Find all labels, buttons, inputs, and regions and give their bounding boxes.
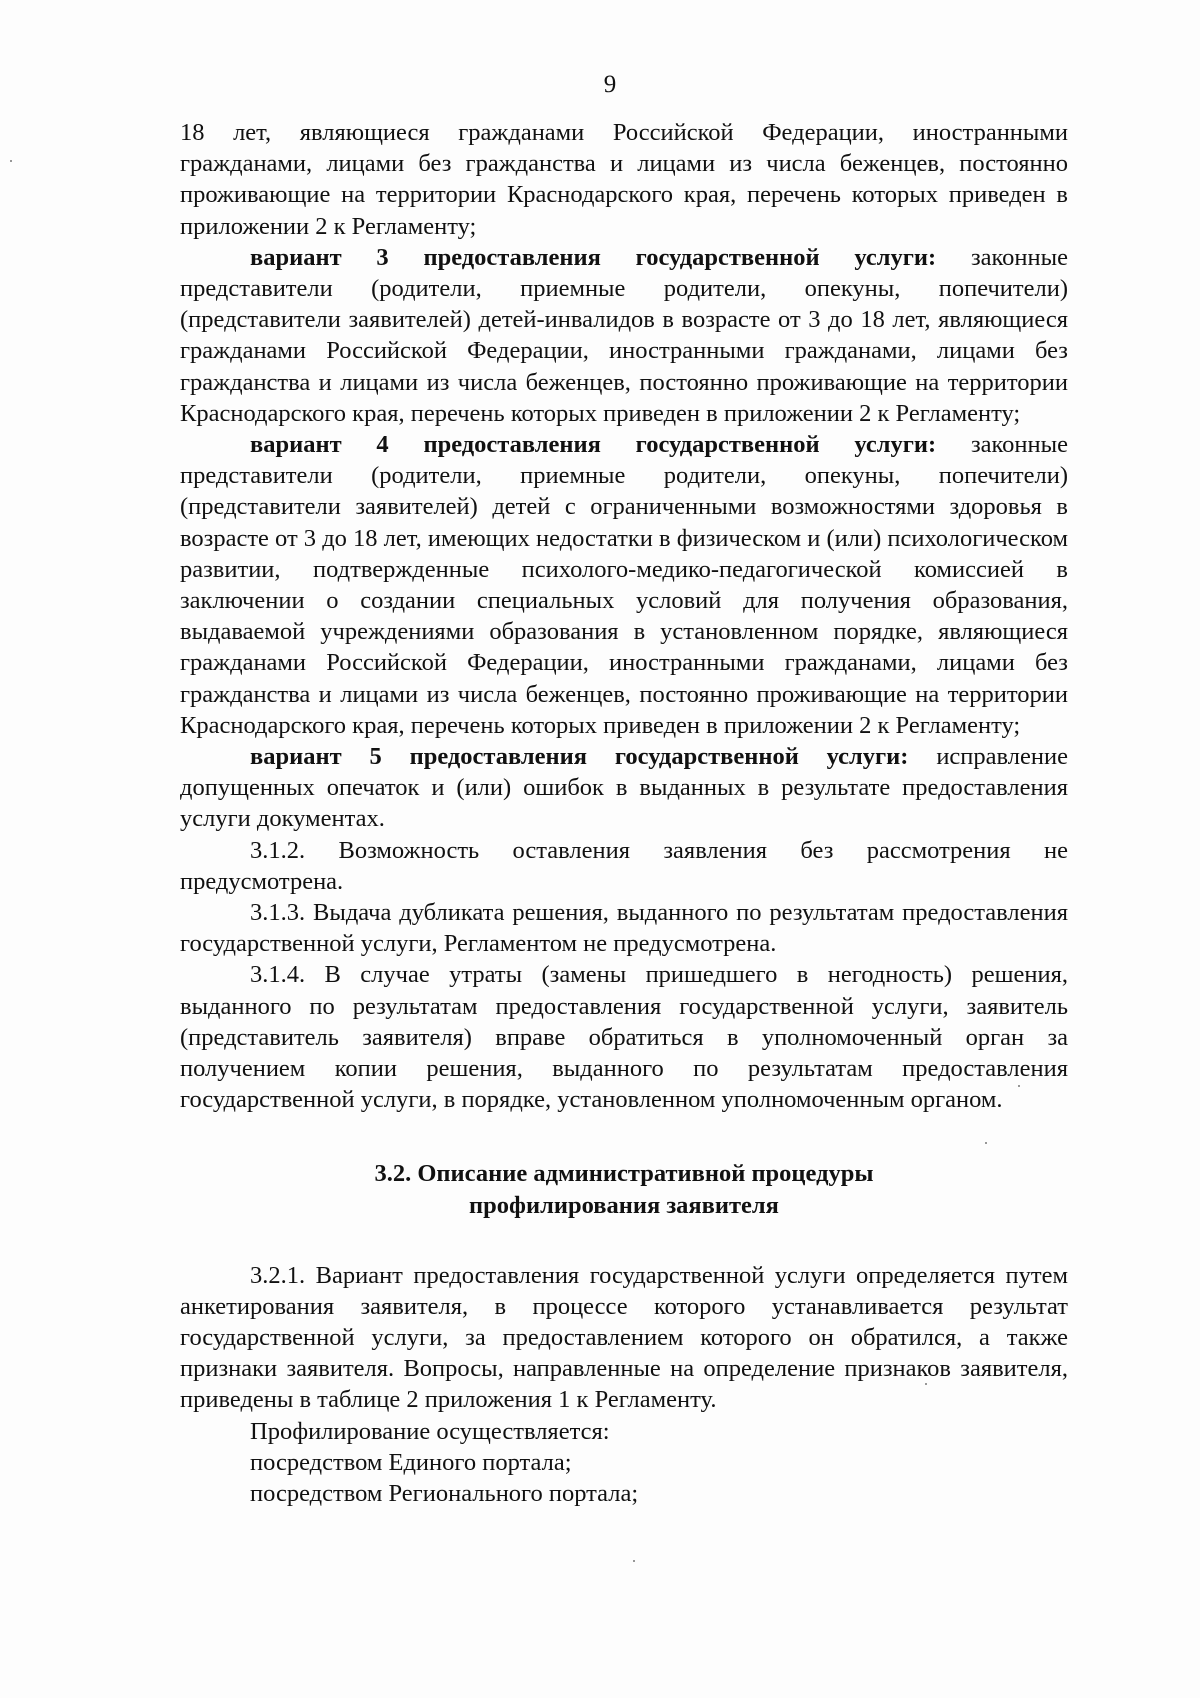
- scan-speck: [633, 1560, 635, 1562]
- scan-speck: [1018, 1085, 1020, 1087]
- document-body: [180, 117, 1068, 1509]
- paragraph-3-2-1: 3.2.1. Вариант предоставления государственной услуги определяется путем анкетирования заявителя, в процессе которого устанавливается результат государственной услуги, за предоставлением которого он обратился, а также признаки заявителя. Вопросы, направленные на определение признаков заявителя, приведены в таблице 2 приложения 1 к Регламенту.: [180, 1261, 1068, 1414]
- variant-3-text: законные представители (родители, приемные родители, опекуны, попечители) (представители заявителей) детей-инвалидов в возрасте от 3 до 18 лет, являющиеся гражданами Российской Федерации, иностранными гражданами, лицами без гражданства и лицами из числа беженцев, постоянно проживающие на территории Краснодарского края, перечень которых приведен в приложении 2 к Регламенту;: [180, 243, 1068, 427]
- scan-speck: [985, 1142, 987, 1144]
- variant-4-label: вариант 4 предоставления государственной услуги:: [250, 431, 937, 459]
- section-heading-line-1: 3.2. Описание административной процедуры: [374, 1159, 874, 1187]
- section-heading: [180, 1158, 1068, 1222]
- paragraph-3-1-3: 3.1.3. Выдача дубликата решения, выданного по результатам предоставления государственной услуги, Регламентом не предусмотрена.: [180, 899, 1068, 958]
- list-item: посредством Регионального портала;: [250, 1479, 639, 1507]
- paragraph-intro: 18 лет, являющиеся гражданами Российской Федерации, иностранными гражданами, лицами без гражданства и лицами из числа беженцев, постоянно проживающие на территории Краснодарского края, перечень которых приведен в приложении 2 к Регламенту;: [180, 119, 1068, 240]
- paragraph-variant-5: [180, 741, 1068, 835]
- list-item: посредством Единого портала;: [250, 1448, 572, 1476]
- variant-5-label: вариант 5 предоставления государственной услуги:: [250, 743, 909, 771]
- variant-5-text: исправление допущенных опечаток и (или) ошибок в выданных в результате предоставления услуги документах.: [180, 743, 1068, 833]
- profiling-intro: Профилирование осуществляется:: [250, 1417, 610, 1445]
- paragraph-3-1-2: 3.1.2. Возможность оставления заявления без рассмотрения не предусмотрена.: [180, 836, 1068, 895]
- variant-3-label: вариант 3 предоставления государственной услуги:: [250, 243, 937, 271]
- page-number: 9: [603, 71, 617, 98]
- section-heading-line-2: профилирования заявителя: [469, 1191, 779, 1219]
- scan-speck: [925, 1383, 927, 1385]
- paragraph-3-1-4: 3.1.4. В случае утраты (замены пришедшего в негодность) решения, выданного по результатам предоставления государственной услуги, заявитель (представитель заявителя) вправе обратиться в уполномоченный орган за получением копии решения, выданного по результатам предоставления государственной услуги, в порядке, установленном уполномоченным органом.: [180, 961, 1068, 1114]
- scan-speck: [10, 160, 12, 162]
- paragraph-variant-3: [180, 242, 1068, 429]
- variant-4-text: законные представители (родители, приемные родители, опекуны, попечители) (представители заявителей) детей с ограниченными возможностями здоровья в возрасте от 3 до 18 лет, имеющих недостатки в физическом и (или) психологическом развитии, подтвержденные психолого-медико-педагогической комиссией в заключении о создании специальных условий для получения образования, выдаваемой учреждениями образования в установленном порядке, являющиеся гражданами Российской Федерации, иностранными гражданами, лицами без гражданства и лицами из числа беженцев, постоянно проживающие на территории Краснодарского края, перечень которых приведен в приложении 2 к Регламенту;: [180, 431, 1068, 739]
- paragraph-variant-4: [180, 429, 1068, 741]
